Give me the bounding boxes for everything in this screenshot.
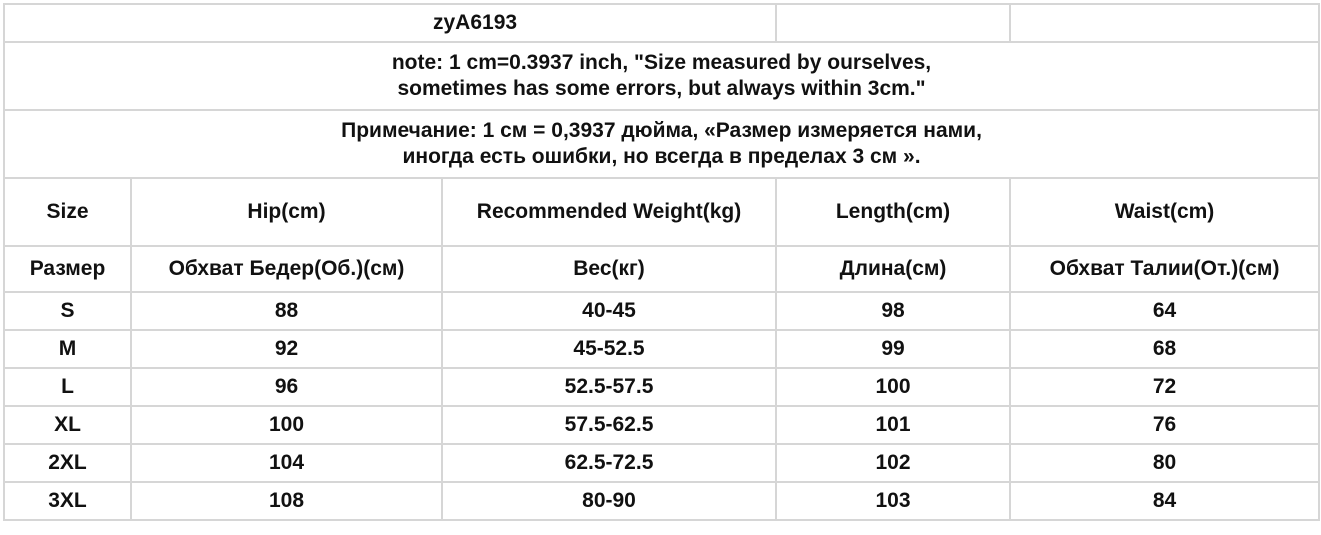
model-code-cell: [4, 4, 776, 42]
header-waist: Waist(cm): [1010, 178, 1319, 246]
cell-size: M: [4, 330, 131, 368]
note-en-cell: [4, 42, 1319, 110]
cell-weight: 80-90: [442, 482, 776, 520]
title-row: [4, 4, 1319, 42]
table-row: [4, 482, 1319, 520]
header-length: Length(cm): [776, 178, 1010, 246]
cell-size: XL: [4, 406, 131, 444]
header-ru-size: Размер: [4, 246, 131, 292]
cell-hip: 100: [131, 406, 442, 444]
cell-waist: 84: [1010, 482, 1319, 520]
cell-waist: 64: [1010, 292, 1319, 330]
empty-cell: [1010, 4, 1319, 42]
cell-length: 100: [776, 368, 1010, 406]
empty-cell: [776, 4, 1010, 42]
cell-hip: 108: [131, 482, 442, 520]
cell-weight: 57.5-62.5: [442, 406, 776, 444]
table-row: [4, 444, 1319, 482]
header-weight: Recommended Weight(kg): [442, 178, 776, 246]
cell-hip: 88: [131, 292, 442, 330]
cell-size: 2XL: [4, 444, 131, 482]
note-ru-row: [4, 110, 1319, 178]
cell-weight: 45-52.5: [442, 330, 776, 368]
note-en-line-2: sometimes has some errors, but always within 3cm.": [397, 77, 926, 100]
cell-waist: 68: [1010, 330, 1319, 368]
cell-weight: 40-45: [442, 292, 776, 330]
note-en-line-1: note: 1 cm=0.3937 inch, "Size measured by ourselves,: [391, 50, 932, 74]
table-row: [4, 368, 1319, 406]
cell-weight: 52.5-57.5: [442, 368, 776, 406]
table-row: [4, 292, 1319, 330]
cell-length: 103: [776, 482, 1010, 520]
note-en-row: [4, 42, 1319, 110]
note-ru-line-1: Примечание: 1 см = 0,3937 дюйма, «Размер измеряется нами,: [341, 118, 982, 142]
cell-hip: 104: [131, 444, 442, 482]
header-ru-hip: Обхват Бедер(Об.)(см): [131, 246, 442, 292]
model-code: zyA6193: [432, 10, 518, 34]
cell-length: 102: [776, 444, 1010, 482]
header-ru-weight: Вес(кг): [442, 246, 776, 292]
note-ru-line-2: иногда есть ошибки, но всегда в пределах 3 см ».: [402, 145, 921, 168]
cell-hip: 96: [131, 368, 442, 406]
cell-waist: 76: [1010, 406, 1319, 444]
cell-length: 98: [776, 292, 1010, 330]
header-size: Size: [4, 178, 131, 246]
size-chart-table: [3, 3, 1320, 521]
cell-size: L: [4, 368, 131, 406]
header-row-en: [4, 178, 1319, 246]
cell-size: S: [4, 292, 131, 330]
cell-length: 101: [776, 406, 1010, 444]
cell-waist: 72: [1010, 368, 1319, 406]
note-ru-cell: [4, 110, 1319, 178]
cell-waist: 80: [1010, 444, 1319, 482]
header-row-ru: [4, 246, 1319, 292]
cell-length: 99: [776, 330, 1010, 368]
table-row: [4, 406, 1319, 444]
header-hip: Hip(cm): [131, 178, 442, 246]
header-ru-length: Длина(см): [776, 246, 1010, 292]
cell-size: 3XL: [4, 482, 131, 520]
table-row: [4, 330, 1319, 368]
header-ru-waist: Обхват Талии(От.)(см): [1010, 246, 1319, 292]
cell-weight: 62.5-72.5: [442, 444, 776, 482]
cell-hip: 92: [131, 330, 442, 368]
